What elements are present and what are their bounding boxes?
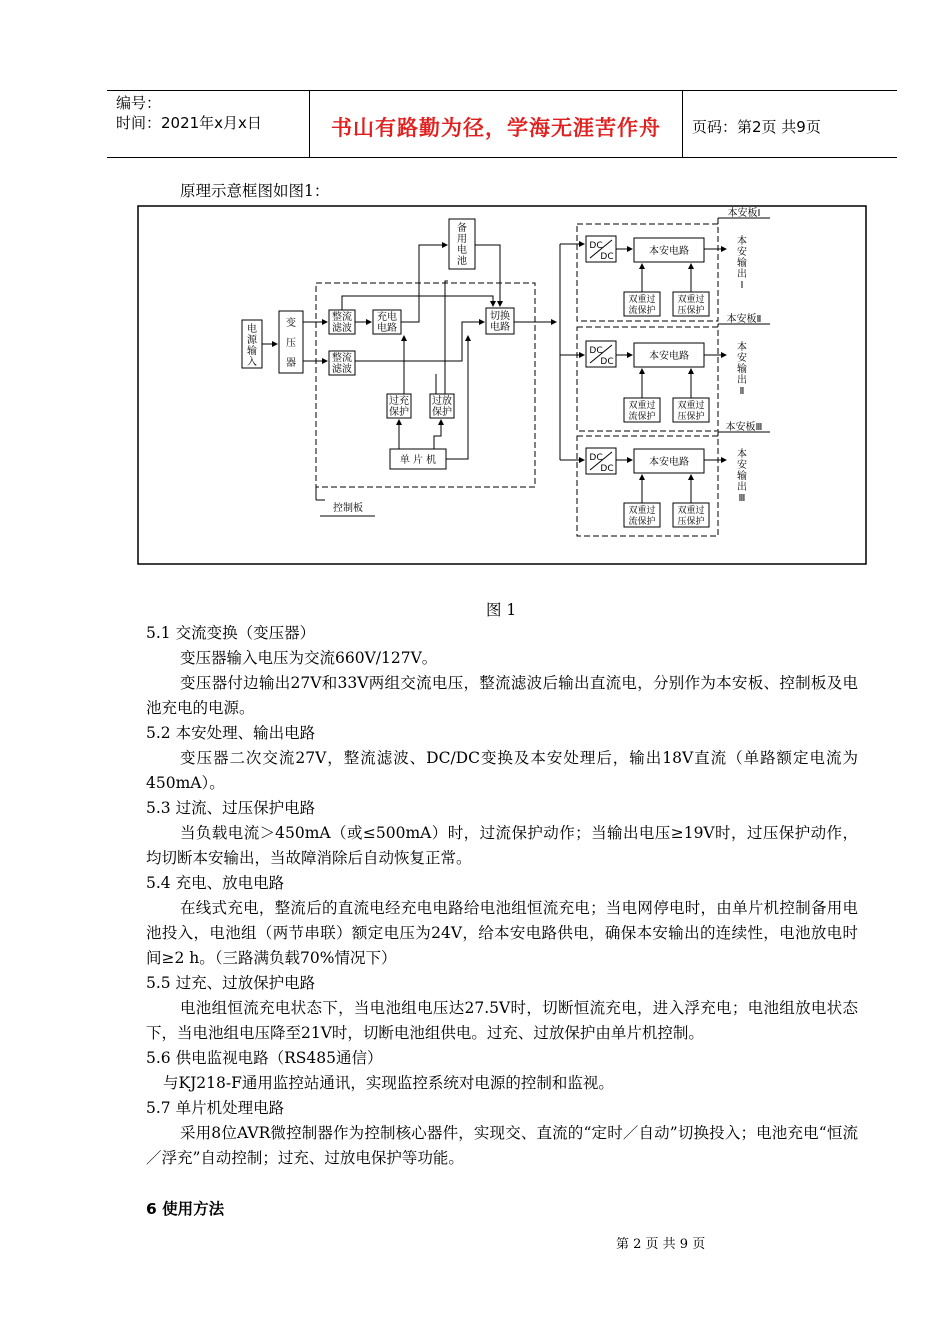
board-2-ov-1: 压保护 (677, 412, 705, 422)
board-3-oc-1: 流保护 (628, 517, 656, 527)
board-3-circuit: 本安电路 (649, 457, 689, 468)
figure-caption: 图 1 (486, 601, 517, 619)
section-5-6-para-1: 与KJ218-F通用监控站通讯，实现监控系统对电源的控制和监视。 (163, 1074, 614, 1092)
board-2-oc-1: 流保护 (628, 412, 656, 422)
label-rectifier2-0: 整流 (332, 353, 352, 364)
label-overdischarge-1: 保护 (432, 407, 452, 418)
section-5-1-para-2: 变压器付边输出27V和33V两组交流电压，整流滤波后输出直流电，分别作为本安板、控制板及电池充电的电源。 (146, 674, 858, 717)
board-3-out-4: Ⅲ (738, 493, 746, 504)
board-3-ov-0: 双重过 (677, 506, 705, 516)
header-time-label: 时间：2021年x月x日 (116, 114, 262, 132)
label-battery-2: 电 (457, 245, 467, 256)
section-5-3-title: 5.3 过流、过压保护电路 (146, 799, 316, 817)
board-3-out-2: 输 (737, 471, 747, 482)
board-2-circuit: 本安电路 (649, 351, 689, 362)
board-3-dcdc-bottom: DC (600, 464, 614, 474)
board-3-oc-0: 双重过 (628, 506, 656, 516)
board-1-circuit: 本安电路 (649, 246, 689, 257)
section-6-title: 6 使用方法 (146, 1200, 225, 1218)
diagram-frame (138, 206, 866, 564)
section-5-5-title: 5.5 过充、过放保护电路 (146, 974, 316, 992)
board-2-out-0: 本 (737, 342, 747, 353)
section-5-1-title: 5.1 交流变换（变压器） (146, 624, 316, 642)
label-charge-0: 充电 (377, 312, 397, 323)
label-battery-1: 用 (457, 234, 467, 245)
page-footer: 第 2 页 共 9 页 (616, 1237, 706, 1252)
header-motto: 书山有路勤为径，学海无涯苦作舟 (331, 116, 661, 140)
label-power-input-1: 源 (247, 335, 257, 346)
board-1-oc-1: 流保护 (628, 306, 656, 316)
board-2-dcdc-top: DC (589, 346, 603, 356)
section-5-4-title: 5.4 充电、放电电路 (146, 874, 285, 892)
board-1-dcdc-top: DC (589, 241, 603, 251)
board-1-dcdc-bottom: DC (600, 252, 614, 262)
board-1-out-4: Ⅰ (740, 280, 744, 291)
header-code-label: 编号： (116, 94, 162, 112)
section-5-1-para-1: 变压器输入电压为交流660V/127V。 (180, 649, 438, 667)
section-5-4-para-1: 在线式充电，整流后的直流电经充电电路给电池组恒流充电；当电网停电时，由单片机控制备用电池投入，电池组（两节串联）额定电压为24V，给本安电路供电，确保本安输出的连续性，电池放电时间≥2 h。（三路满负载70%情况下） (146, 899, 858, 967)
board-2-out-2: 输 (737, 364, 747, 375)
board-3-out-0: 本 (737, 449, 747, 460)
label-rectifier1-1: 滤波 (332, 323, 352, 334)
board-1-oc-0: 双重过 (628, 295, 656, 305)
label-power-input-2: 输 (247, 346, 257, 357)
label-power-input-3: 入 (247, 357, 257, 368)
board-1-ov-0: 双重过 (677, 295, 705, 305)
section-5-5-para-1: 电池组恒流充电状态下，当电池组电压达27.5V时，切断恒流充电，进入浮充电；电池组放电状态下，当电池组电压降至21V时，切断电池组供电。过充、过放保护由单片机控制。 (146, 999, 858, 1042)
board-1-out-3: 出 (737, 269, 747, 280)
board-2-out-3: 出 (737, 375, 747, 386)
board-1-out-0: 本 (737, 236, 747, 247)
board-2-title: 本安板Ⅱ (726, 314, 762, 325)
board-2-out-1: 安 (737, 353, 747, 364)
block-diagram (0, 0, 950, 580)
label-overcharge-1: 保护 (389, 407, 409, 418)
board-3-ov-1: 压保护 (677, 517, 705, 527)
label-power-input-0: 电 (247, 324, 257, 335)
section-5-7-title: 5.7 单片机处理电路 (146, 1099, 285, 1117)
board-3-out-1: 安 (737, 460, 747, 471)
header-page-label: 页码：第2页 共9页 (692, 118, 821, 136)
section-5-2-para-1: 变压器二次交流27V，整流滤波、DC/DC变换及本安处理后，输出18V直流（单路额定电流为450mA）。 (146, 749, 858, 792)
section-5-3-para-1: 当负载电流＞450mA（或≤500mA）时，过流保护动作；当输出电压≥19V时，过压保护动作，均切断本安输出，当故障消除后自动恢复正常。 (146, 824, 858, 867)
label-overcharge-0: 过充 (389, 396, 409, 407)
section-5-6-title: 5.6 供电监视电路（RS485通信） (146, 1049, 383, 1067)
label-rectifier1-0: 整流 (332, 312, 352, 323)
board-2-out-4: Ⅱ (739, 386, 745, 397)
board-1-ov-1: 压保护 (677, 306, 705, 316)
label-charge-1: 电路 (377, 323, 397, 334)
label-transformer-1: 压 (286, 338, 296, 349)
label-battery-3: 池 (457, 256, 467, 267)
label-transformer-0: 变 (286, 318, 296, 329)
label-rectifier2-1: 滤波 (332, 364, 352, 375)
board-1-out-1: 安 (737, 247, 747, 258)
intro-text: 原理示意框图如图1： (180, 182, 330, 200)
label-mcu: 单 片 机 (399, 455, 437, 466)
label-transformer-2: 器 (286, 358, 296, 369)
label-overdischarge-0: 过放 (432, 396, 452, 407)
section-5-7-para-1: 采用8位AVR微控制器作为控制核心器件，实现交、直流的“定时／自动”切换投入；电池充电“恒流／浮充”自动控制；过充、过放电保护等功能。 (146, 1124, 858, 1167)
section-5-2-title: 5.2 本安处理、输出电路 (146, 724, 316, 742)
label-control-board: 控制板 (333, 503, 363, 514)
board-3-title: 本安板Ⅲ (725, 422, 763, 433)
board-2-dcdc-bottom: DC (600, 357, 614, 367)
board-3-dcdc-top: DC (589, 453, 603, 463)
board-2-oc-0: 双重过 (628, 401, 656, 411)
board-3-out-3: 出 (737, 482, 747, 493)
board-1-title: 本安板Ⅰ (727, 208, 761, 219)
board-2-ov-0: 双重过 (677, 401, 705, 411)
label-switch-1: 电路 (490, 322, 510, 333)
label-switch-0: 切换 (490, 311, 510, 322)
label-battery-0: 备 (457, 223, 467, 234)
board-1-out-2: 输 (737, 258, 747, 269)
